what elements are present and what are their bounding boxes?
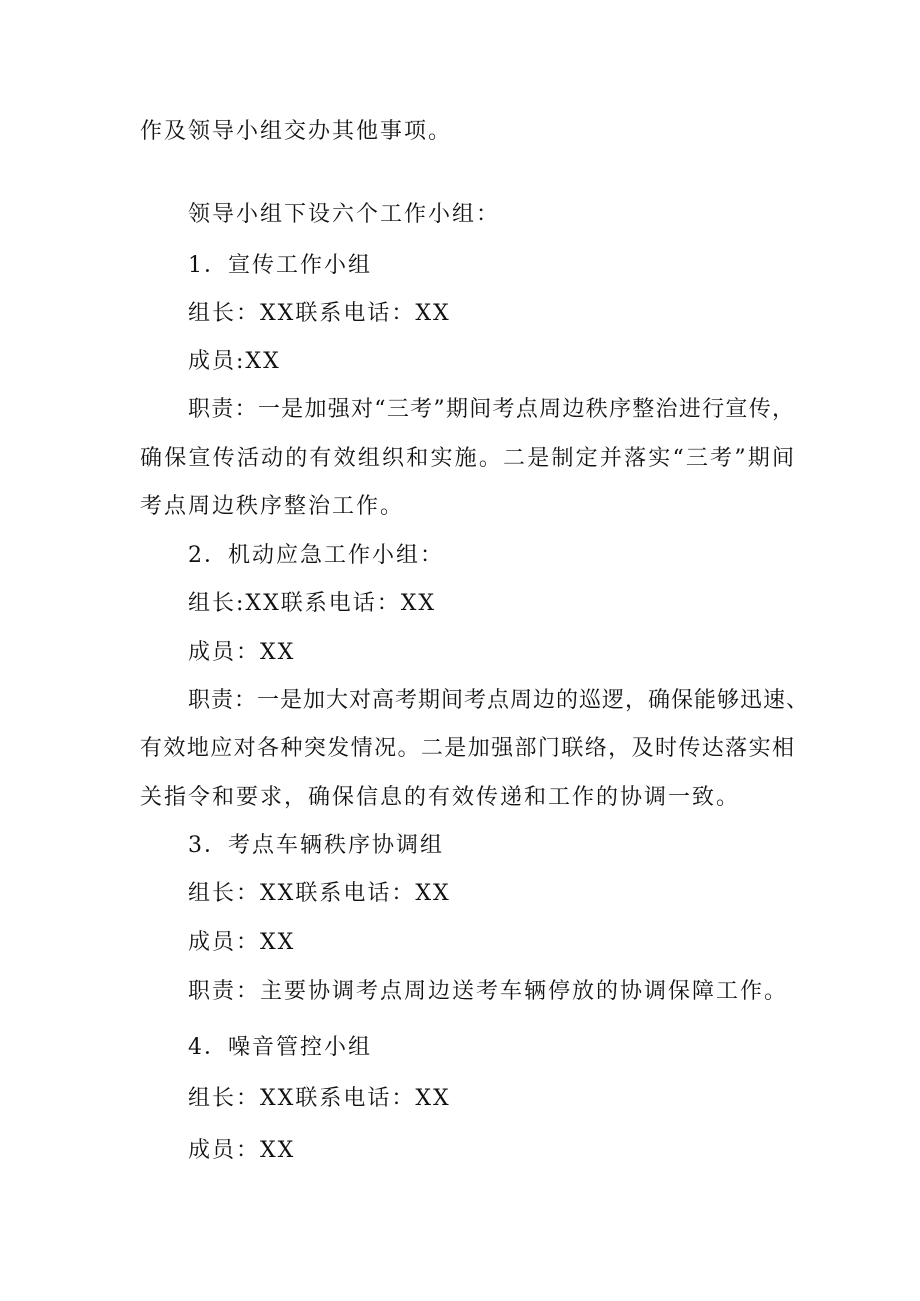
group-1-title: 1．宣传工作小组 xyxy=(188,253,372,278)
group-3-members: 成员：XX xyxy=(188,930,296,955)
group-1-duty-line-3: 考点周边秩序整治工作。 xyxy=(140,494,405,519)
group-2-duty-line-1: 职责：一是加大对高考期间考点周边的巡逻，确保能够迅速、 xyxy=(188,688,810,713)
group-2-duty-line-2: 有效地应对各种突发情况。二是加强部门联络，及时传达落实相 xyxy=(140,736,795,761)
group-1-duty-line-1: 职责：一是加强对“三考”期间考点周边秩序整治进行宣传， xyxy=(188,397,795,422)
paragraph-continuation: 作及领导小组交办其他事项。 xyxy=(140,119,453,144)
group-4-members: 成员：XX xyxy=(188,1138,296,1163)
group-2-duty-line-3: 关指令和要求，确保信息的有效传递和工作的协调一致。 xyxy=(140,785,741,810)
group-1-members: 成员:XX xyxy=(188,349,281,374)
group-1-leader: 组长：XX联系电话：XX xyxy=(188,301,451,326)
group-4-title: 4．噪音管控小组 xyxy=(188,1035,372,1060)
group-2-title: 2．机动应急工作小组： xyxy=(188,543,444,568)
group-3-leader: 组长：XX联系电话：XX xyxy=(188,881,451,906)
group-4-leader: 组长：XX联系电话：XX xyxy=(188,1086,451,1111)
group-2-leader: 组长:XX联系电话：XX xyxy=(188,591,437,616)
group-1-duty-line-2: 确保宣传活动的有效组织和实施。二是制定并落实“三考”期间 xyxy=(140,446,795,471)
paragraph-intro: 领导小组下设六个工作小组： xyxy=(188,202,501,227)
group-3-duty: 职责：主要协调考点周边送考车辆停放的协调保障工作。 xyxy=(188,979,789,1004)
group-2-members: 成员：XX xyxy=(188,640,296,665)
group-3-title: 3．考点车辆秩序协调组 xyxy=(188,833,444,858)
